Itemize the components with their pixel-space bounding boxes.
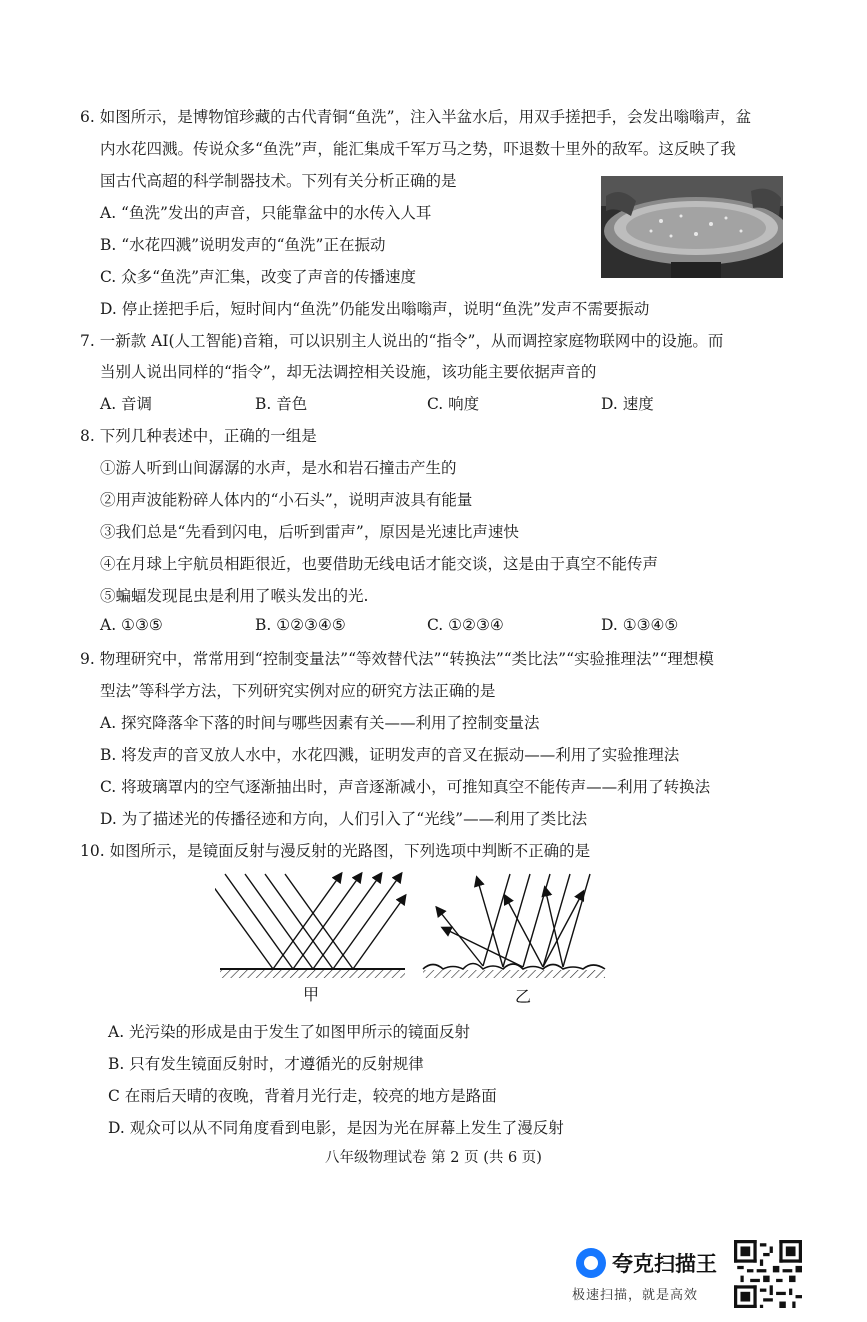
q6-option-b: B. “水花四溅”说明发声的“鱼洗”正在振动 bbox=[100, 236, 386, 254]
q10-option-b: B. 只有发生镜面反射时，才遵循光的反射规律 bbox=[108, 1055, 424, 1073]
q8-statement-4: ④在月球上宇航员相距很近，也要借助无线电话才能交谈，这是由于真空不能传声 bbox=[100, 555, 659, 573]
q9-option-d: D. 为了描述光的传播径迹和方向，人们引入了“光线”——利用了类比法 bbox=[100, 810, 588, 828]
q8-statement-2: ②用声波能粉碎人体内的“小石头”，说明声波具有能量 bbox=[100, 491, 473, 509]
qr-code bbox=[734, 1240, 802, 1308]
q10-stem: 10. 如图所示，是镜面反射与漫反射的光路图，下列选项中判断不正确的是 bbox=[80, 842, 591, 860]
q9-option-b: B. 将发声的音叉放人水中，水花四溅，证明发声的音叉在振动——利用了实验推理法 bbox=[100, 746, 680, 764]
quark-logo-icon bbox=[576, 1248, 606, 1278]
q6-stem-line-3: 国古代高超的科学制器技术。下列有关分析正确的是 bbox=[100, 172, 457, 190]
watermark-app-name: 夸克扫描王 bbox=[612, 1252, 717, 1276]
q7-option-d: D. 速度 bbox=[601, 395, 654, 413]
q8-statement-5: ⑤蝙蝠发现昆虫是利用了喉头发出的光. bbox=[100, 587, 369, 605]
q7-stem-line-2: 当别人说出同样的“指令”，却无法调控相关设施，该功能主要依据声音的 bbox=[100, 363, 597, 381]
q7-option-b: B. 音色 bbox=[255, 395, 308, 413]
q9-stem-line-1: 9. 物理研究中，常常用到“控制变量法”“等效替代法”“转换法”“类比法”“实验推理法”“理想模 bbox=[80, 650, 714, 668]
q8-option-d: D. ①③④⑤ bbox=[601, 616, 679, 634]
q8-option-b: B. ①②③④⑤ bbox=[255, 616, 346, 634]
yuxi-basin-photo bbox=[601, 176, 783, 278]
q9-stem-line-2: 型法”等科学方法，下列研究实例对应的研究方法正确的是 bbox=[100, 682, 496, 700]
q8-option-a: A. ①③⑤ bbox=[100, 616, 163, 634]
q8-stem: 8. 下列几种表述中，正确的一组是 bbox=[80, 427, 317, 445]
q9-option-c: C. 将玻璃罩内的空气逐渐抽出时，声音逐渐减小，可推知真空不能传声——利用了转换法 bbox=[100, 778, 711, 796]
q7-option-c: C. 响度 bbox=[427, 395, 480, 413]
diffuse-reflection-figure bbox=[423, 874, 605, 978]
q8-statement-3: ③我们总是“先看到闪电，后听到雷声”，原因是光速比声速快 bbox=[100, 523, 519, 541]
q10-option-c: C 在雨后天晴的夜晚，背着月光行走，较亮的地方是路面 bbox=[108, 1087, 497, 1105]
q9-option-a: A. 探究降落伞下落的时间与哪些因素有关——利用了控制变量法 bbox=[100, 714, 540, 732]
specular-reflection-figure bbox=[215, 874, 405, 978]
page-footer: 八年级物理试卷 第 2 页 (共 6 页) bbox=[325, 1150, 542, 1166]
q10-option-a: A. 光污染的形成是由于发生了如图甲所示的镜面反射 bbox=[108, 1023, 471, 1041]
scanner-watermark bbox=[570, 1242, 730, 1306]
q8-option-c: C. ①②③④ bbox=[427, 616, 504, 634]
q10-option-d: D. 观众可以从不同角度看到电影，是因为光在屏幕上发生了漫反射 bbox=[108, 1119, 564, 1137]
q7-option-a: A. 音调 bbox=[100, 395, 153, 413]
watermark-slogan: 极速扫描，就是高效 bbox=[572, 1288, 699, 1303]
q6-option-c: C. 众多“鱼洗”声汇集，改变了声音的传播速度 bbox=[100, 268, 417, 286]
reflection-diagram bbox=[215, 866, 610, 1006]
q6-option-a: A. “鱼洗”发出的声音，只能靠盆中的水传入人耳 bbox=[100, 204, 432, 222]
q7-stem-line-1: 7. 一新款 AI(人工智能)音箱，可以识别主人说出的“指令”，从而调控家庭物联网中的设施。而 bbox=[80, 332, 724, 350]
q8-statement-1: ①游人听到山间潺潺的水声，是水和岩石撞击产生的 bbox=[100, 459, 457, 477]
figure-label-yi: 乙 bbox=[514, 987, 532, 1006]
q6-stem-line-2: 内水花四溅。传说众多“鱼洗”声，能汇集成千军万马之势，吓退数十里外的敌军。这反映了我 bbox=[100, 140, 736, 158]
q6-stem-line-1: 6. 如图所示，是博物馆珍藏的古代青铜“鱼洗”，注入半盆水后，用双手搓把手，会发出嗡嗡声，盆 bbox=[80, 108, 752, 126]
q6-option-d: D. 停止搓把手后，短时间内“鱼洗”仍能发出嗡嗡声，说明“鱼洗”发声不需要振动 bbox=[100, 300, 650, 318]
figure-label-jia: 甲 bbox=[302, 985, 320, 1004]
